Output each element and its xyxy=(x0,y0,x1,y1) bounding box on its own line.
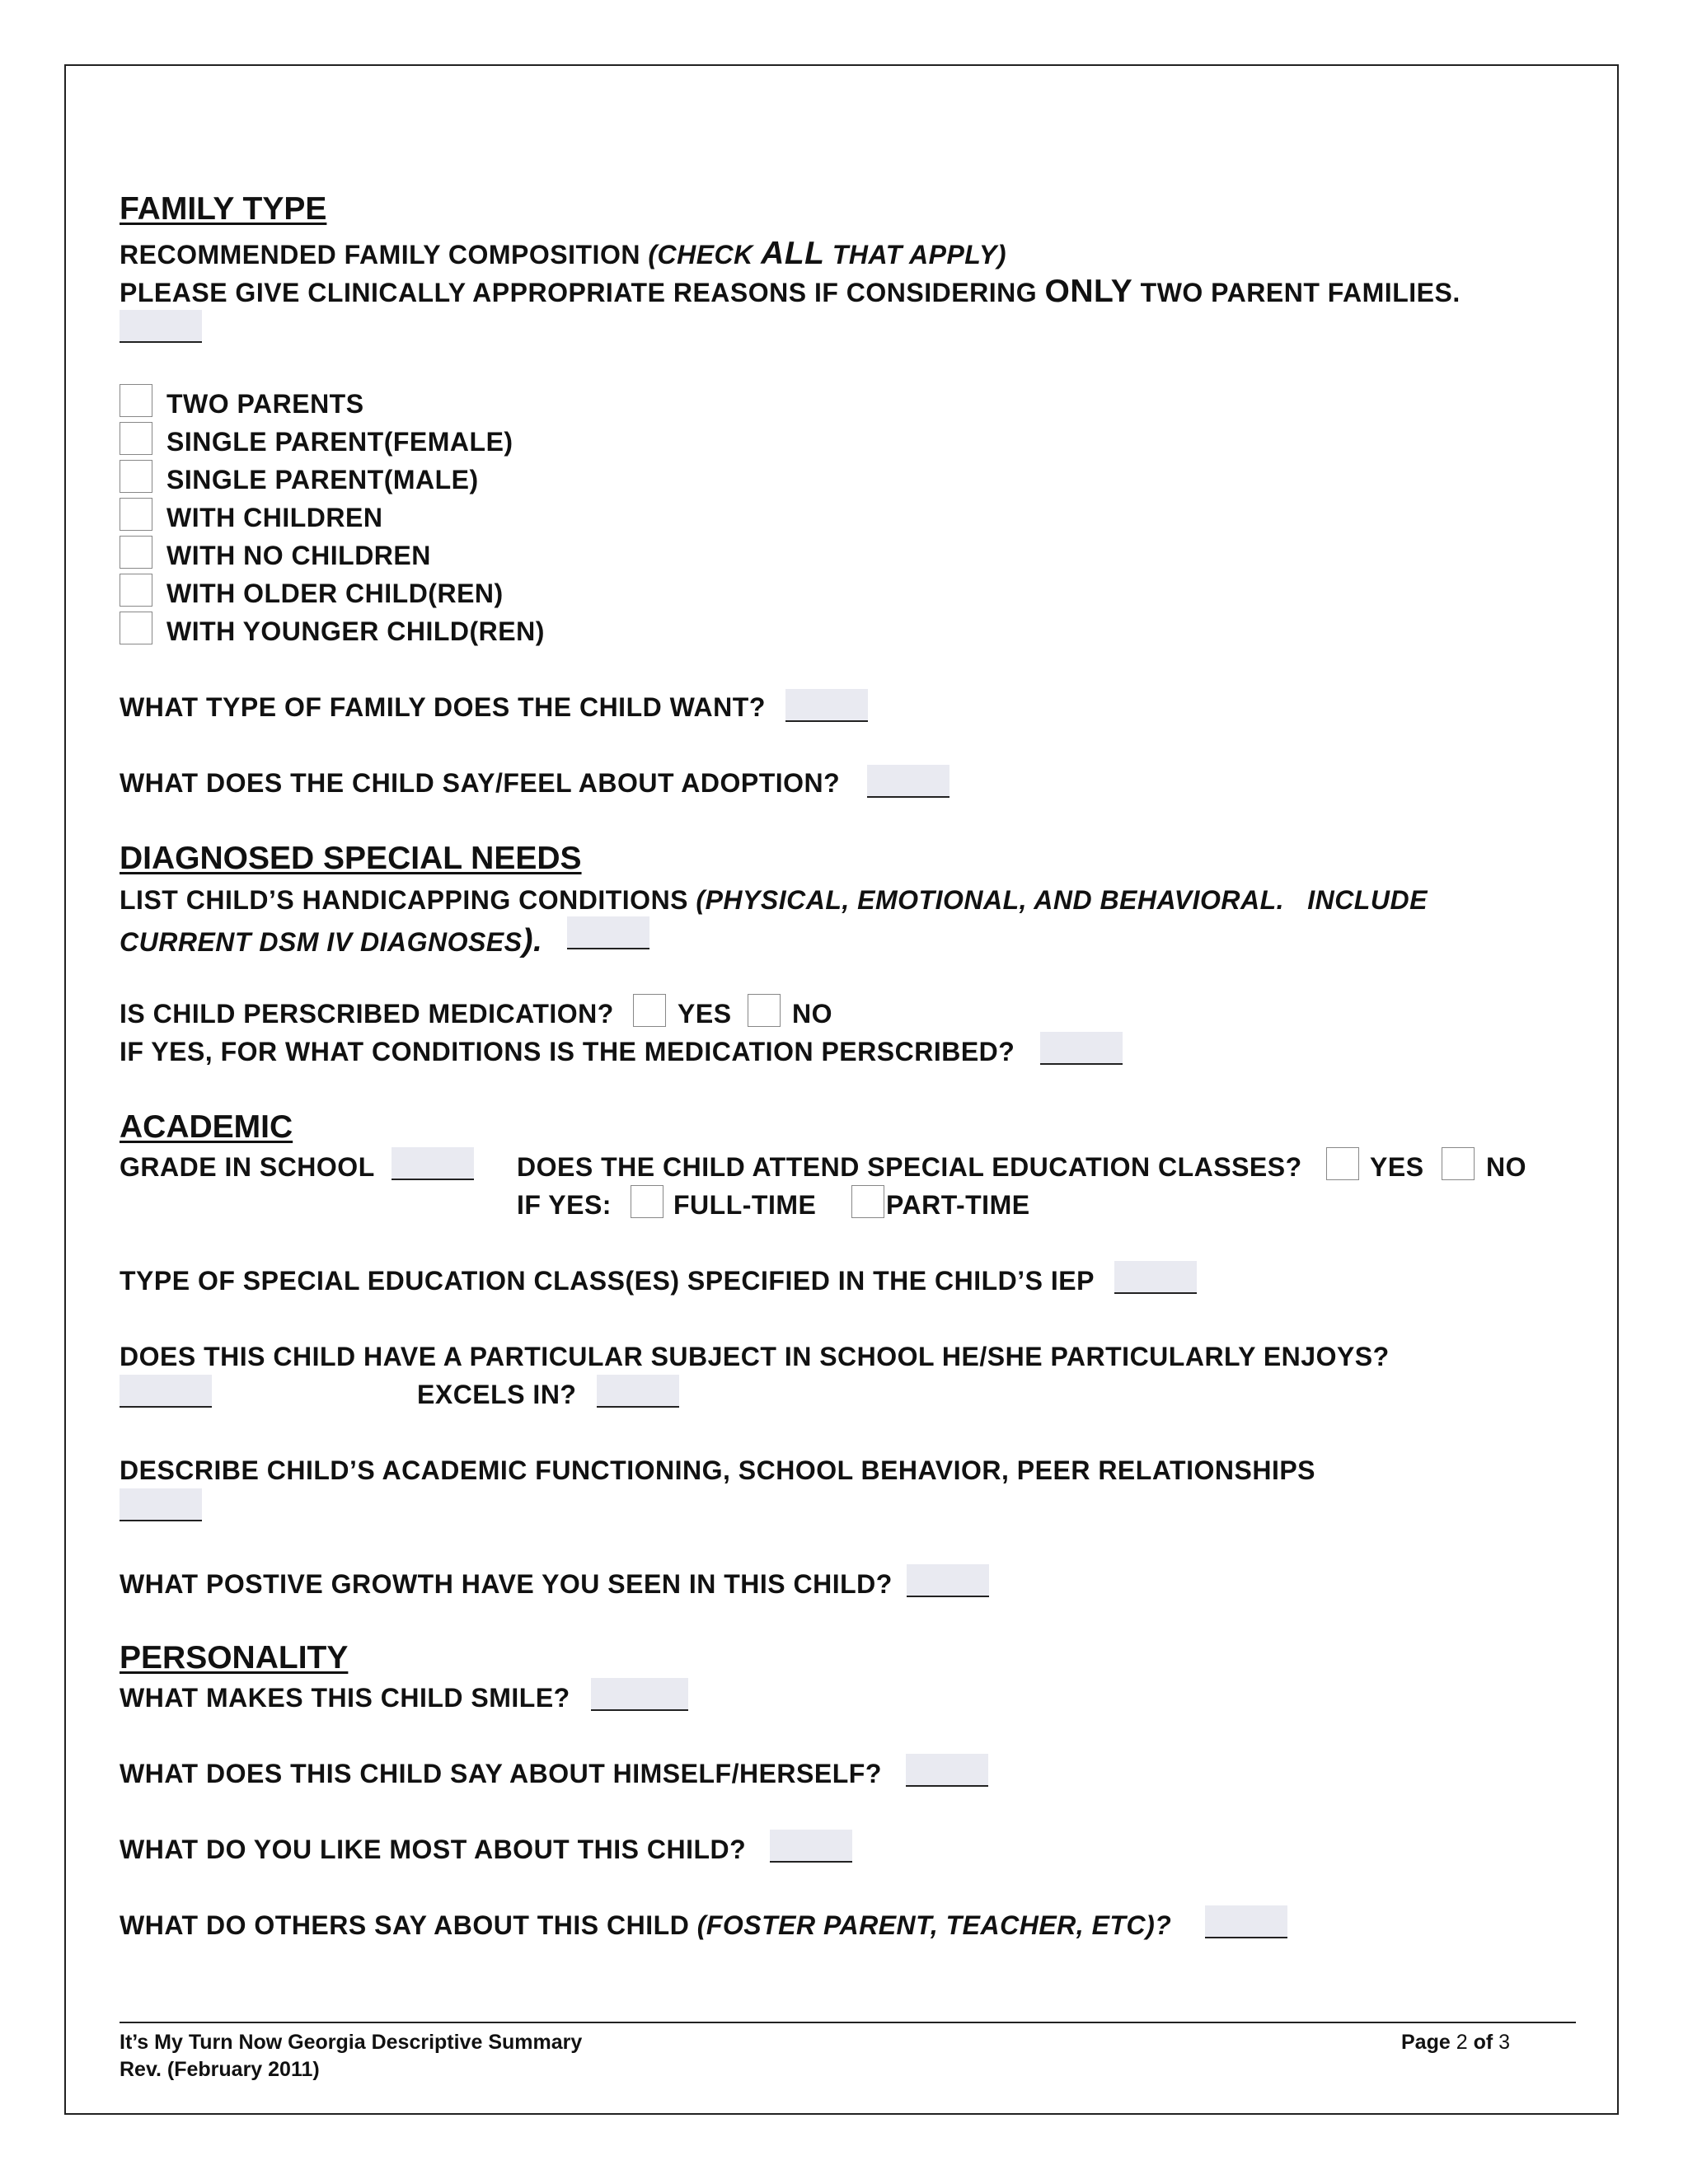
others-label: WHAT DO OTHERS SAY ABOUT THIS CHILD xyxy=(120,1910,690,1940)
option-label: TWO PARENTS xyxy=(166,389,364,419)
part-time-label: PART-TIME xyxy=(886,1190,1030,1220)
functioning-field[interactable] xyxy=(120,1488,202,1521)
question-medication: IS CHILD PERSCRIBED MEDICATION? xyxy=(120,999,614,1029)
smile-field[interactable] xyxy=(591,1678,688,1711)
checkbox-medication-yes[interactable] xyxy=(633,994,666,1027)
medication-conditions-field[interactable] xyxy=(1040,1032,1123,1065)
question-functioning: DESCRIBE CHILD’S ACADEMIC FUNCTIONING, SCHOOL BEHAVIOR, PEER RELATIONSHIPS xyxy=(120,1455,1316,1485)
others-detail: (FOSTER PARENT, TEACHER, ETC)? xyxy=(696,1910,1172,1940)
list-detail-line2: CURRENT DSM IV DIAGNOSES xyxy=(120,927,523,957)
medication-no-label: NO xyxy=(792,999,832,1029)
question-subject: DOES THIS CHILD HAVE A PARTICULAR SUBJECT IN SCHOOL HE/SHE PARTICULARLY ENJOYS? xyxy=(120,1342,1390,1371)
personality-heading: PERSONALITY xyxy=(120,1640,349,1675)
checkbox-single-parent-female[interactable] xyxy=(120,422,152,455)
reasons-emph: ONLY xyxy=(1044,274,1133,309)
checkbox-with-no-children[interactable] xyxy=(120,536,152,569)
reasons-field[interactable] xyxy=(120,310,202,343)
excels-in-field[interactable] xyxy=(597,1375,679,1408)
footer-divider xyxy=(120,2022,1576,2023)
growth-field[interactable] xyxy=(907,1564,989,1597)
checkbox-with-younger-children[interactable] xyxy=(120,612,152,644)
special-needs-heading: DIAGNOSED SPECIAL NEEDS xyxy=(120,841,582,876)
reasons-suffix: TWO PARENT FAMILIES. xyxy=(1140,278,1461,307)
like-field[interactable] xyxy=(770,1830,852,1863)
question-self: WHAT DOES THIS CHILD SAY ABOUT HIMSELF/HERSELF? xyxy=(120,1759,882,1788)
question-iep: TYPE OF SPECIAL EDUCATION CLASS(ES) SPECIFIED IN THE CHILD’S IEP xyxy=(120,1266,1095,1296)
question-adoption: WHAT DOES THE CHILD SAY/FEEL ABOUT ADOPTION? xyxy=(120,768,841,798)
question-family-want: WHAT TYPE OF FAMILY DOES THE CHILD WANT? xyxy=(120,692,766,722)
subject-enjoys-field[interactable] xyxy=(120,1375,212,1408)
option-label: WITH OLDER CHILD(REN) xyxy=(166,579,504,608)
question-special-ed: DOES THE CHILD ATTEND SPECIAL EDUCATION CLASSES? xyxy=(517,1152,1302,1182)
check-all-prefix: (CHECK xyxy=(648,240,753,269)
page-total: 3 xyxy=(1498,2031,1511,2054)
page-border xyxy=(64,64,1619,2115)
checkbox-with-older-children[interactable] xyxy=(120,574,152,607)
reasons-instruction xyxy=(120,274,1461,310)
if-yes-label: IF YES: xyxy=(517,1190,612,1220)
list-detail-line1: (PHYSICAL, EMOTIONAL, AND BEHAVIORAL. INCLUDE xyxy=(696,885,1428,915)
checkbox-with-children[interactable] xyxy=(120,498,152,531)
checkbox-part-time[interactable] xyxy=(851,1185,884,1218)
footer-revision: Rev. (February 2011) xyxy=(120,2058,320,2081)
academic-heading: ACADEMIC xyxy=(120,1109,293,1145)
checkbox-medication-no[interactable] xyxy=(748,994,781,1027)
grade-field[interactable] xyxy=(392,1147,474,1180)
special-ed-yes-label: YES xyxy=(1370,1152,1424,1182)
others-field[interactable] xyxy=(1205,1905,1287,1938)
checkbox-full-time[interactable] xyxy=(631,1185,663,1218)
checkbox-special-ed-no[interactable] xyxy=(1442,1147,1475,1180)
check-all-emph: ALL xyxy=(761,236,825,271)
handicapping-conditions-line1 xyxy=(120,885,1428,916)
question-medication-conditions: IF YES, FOR WHAT CONDITIONS IS THE MEDICATION PERSCRIBED? xyxy=(120,1037,1015,1066)
footer-title: It’s My Turn Now Georgia Descriptive Summary xyxy=(120,2031,583,2054)
composition-label: RECOMMENDED FAMILY COMPOSITION xyxy=(120,240,640,269)
full-time-label: FULL-TIME xyxy=(673,1190,817,1220)
family-type-heading: FAMILY TYPE xyxy=(120,191,327,227)
question-like: WHAT DO YOU LIKE MOST ABOUT THIS CHILD? xyxy=(120,1835,747,1864)
footer-page-number xyxy=(1401,2031,1510,2055)
question-growth: WHAT POSTIVE GROWTH HAVE YOU SEEN IN THIS CHILD? xyxy=(120,1569,893,1599)
self-field[interactable] xyxy=(906,1754,988,1787)
page-current: 2 xyxy=(1456,2031,1468,2054)
page-word: Page xyxy=(1401,2031,1451,2054)
option-label: WITH YOUNGER CHILD(REN) xyxy=(166,616,545,646)
check-all-suffix: THAT APPLY) xyxy=(832,240,1006,269)
question-others xyxy=(120,1910,1171,1941)
question-smile: WHAT MAKES THIS CHILD SMILE? xyxy=(120,1683,570,1713)
option-label: SINGLE PARENT(FEMALE) xyxy=(166,427,513,457)
list-detail-end: ). xyxy=(522,923,543,958)
checkbox-special-ed-yes[interactable] xyxy=(1326,1147,1359,1180)
special-ed-no-label: NO xyxy=(1486,1152,1526,1182)
option-label: SINGLE PARENT(MALE) xyxy=(166,465,479,494)
checkbox-single-parent-male[interactable] xyxy=(120,460,152,493)
checkbox-two-parents[interactable] xyxy=(120,384,152,417)
composition-instruction xyxy=(120,236,1006,272)
handicapping-conditions-line2 xyxy=(120,923,542,959)
list-label: LIST CHILD’S HANDICAPPING CONDITIONS xyxy=(120,885,689,915)
page-of: of xyxy=(1473,2031,1493,2054)
family-want-field[interactable] xyxy=(785,689,868,722)
handicapping-conditions-field[interactable] xyxy=(567,916,649,949)
grade-label: GRADE IN SCHOOL xyxy=(120,1152,375,1182)
reasons-prefix: PLEASE GIVE CLINICALLY APPROPRIATE REASONS IF CONSIDERING xyxy=(120,278,1038,307)
excels-in-label: EXCELS IN? xyxy=(417,1380,577,1409)
adoption-field[interactable] xyxy=(867,765,950,798)
medication-yes-label: YES xyxy=(678,999,732,1029)
option-label: WITH NO CHILDREN xyxy=(166,541,431,570)
iep-field[interactable] xyxy=(1114,1261,1197,1294)
option-label: WITH CHILDREN xyxy=(166,503,383,532)
